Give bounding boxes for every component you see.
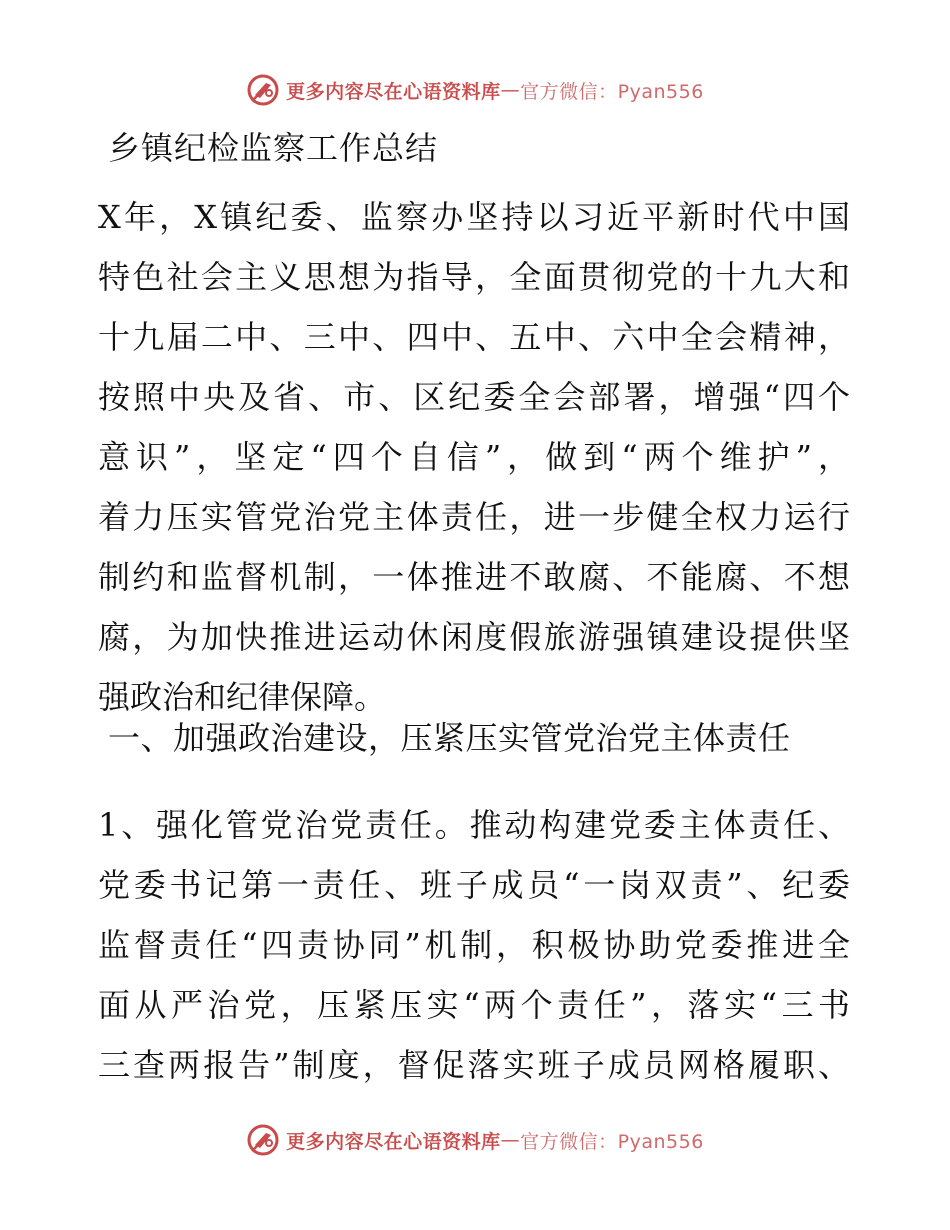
- document-title: 乡镇纪检监察工作总结: [108, 129, 439, 167]
- text-line: X年，X镇纪委、监察办坚持以习近平新时代中国: [98, 198, 850, 236]
- text-line: 三查两报告”制度，督促落实班子成员网格履职、: [98, 1046, 850, 1084]
- paragraph-intro: [98, 187, 850, 727]
- watermark-header: [0, 70, 950, 110]
- watermark-contact: 官方微信：Pyan556: [520, 1130, 704, 1153]
- text-line: 按照中央及省、市、区纪委全会部署，增强“四个: [98, 378, 850, 416]
- text-line: 特色社会主义思想为指导，全面贯彻党的十九大和: [98, 258, 850, 296]
- text-line: 强政治和纪律保障。: [98, 678, 387, 716]
- watermark-text: 更多内容尽在心语资料库: [286, 1130, 501, 1153]
- text-line: 着力压实管党治党主体责任，进一步健全权力运行: [98, 498, 850, 536]
- paragraph-section-1: [98, 795, 850, 1095]
- text-line: 1、强化管党治党责任。推动构建党委主体责任、: [98, 806, 850, 844]
- watermark-separator: —: [500, 1129, 521, 1151]
- text-line: 面从严治党，压紧压实“两个责任”，落实“三书: [98, 986, 850, 1024]
- text-line: 监督责任“四责协同”机制，积极协助党委推进全: [98, 926, 850, 964]
- watermark-separator: —: [500, 79, 521, 101]
- text-line: 意识”，坚定“四个自信”，做到“两个维护”，: [98, 438, 850, 476]
- watermark-footer: [0, 1120, 950, 1160]
- text-line: 制约和监督机制，一体推进不敢腐、不能腐、不想: [98, 558, 850, 596]
- text-line: 党委书记第一责任、班子成员“一岗双责”、纪委: [98, 866, 850, 904]
- section-heading: 一、加强政治建设，压紧压实管党治党主体责任: [108, 719, 791, 757]
- logo-icon: [246, 1123, 280, 1157]
- logo-icon: [246, 73, 280, 107]
- text-line: 十九届二中、三中、四中、五中、六中全会精神，: [98, 318, 850, 356]
- watermark-contact: 官方微信：Pyan556: [520, 80, 704, 103]
- watermark-text: 更多内容尽在心语资料库: [286, 80, 501, 103]
- text-line: 腐，为加快推进运动休闲度假旅游强镇建设提供坚: [98, 618, 850, 656]
